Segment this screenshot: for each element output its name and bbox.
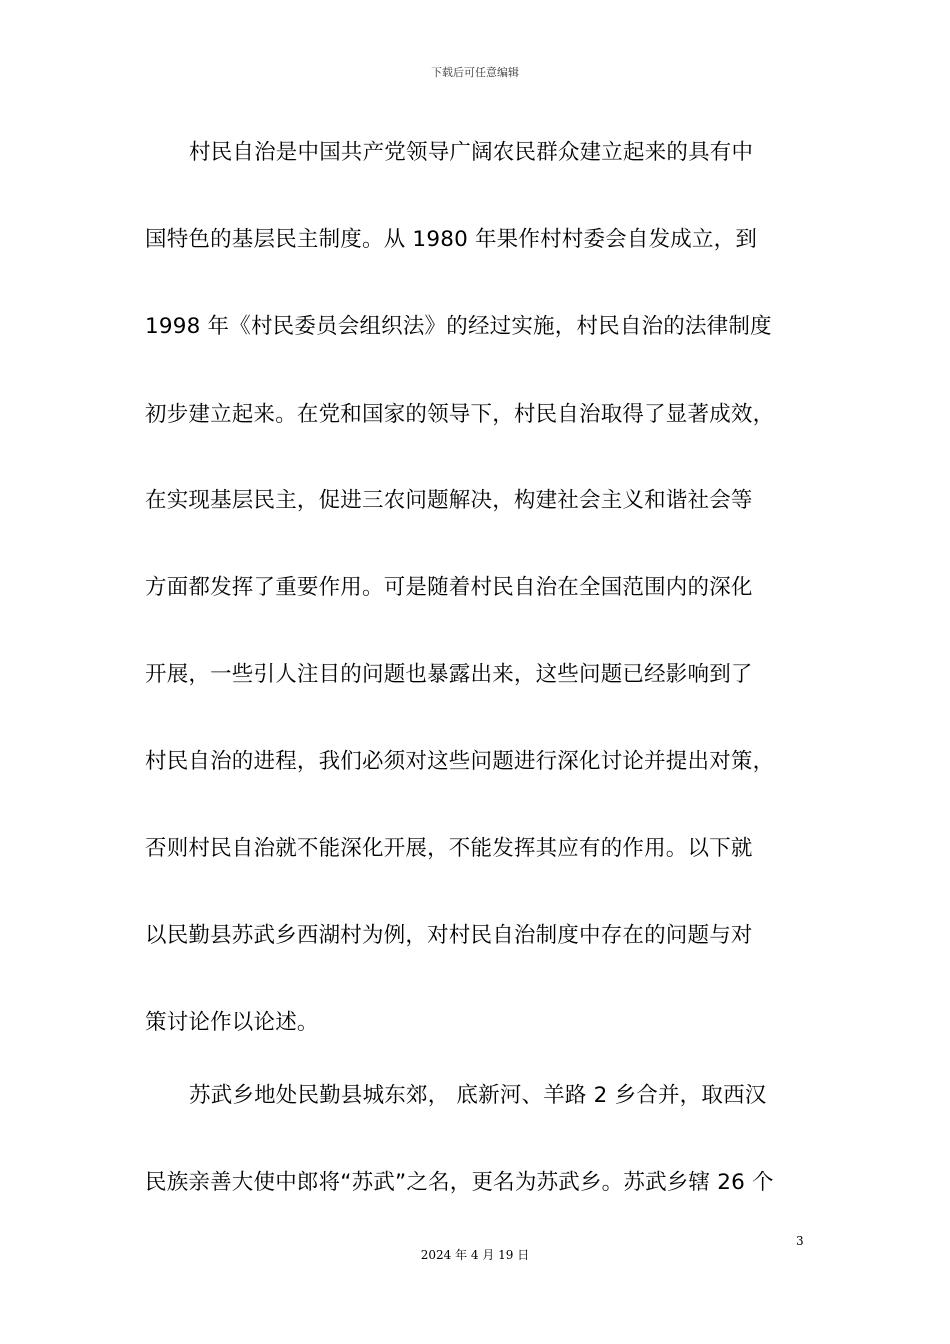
paragraph-1-line-5: 在实现基层民主，促进三农问题解决，构建社会主义和谐社会等: [145, 488, 753, 513]
paragraph-1-line-3: 1998 年《村民委员会组织法》的经过实施，村民自治的法律制度: [145, 314, 772, 339]
paragraph-1-line-11: 策讨论作以论述。: [145, 1010, 319, 1035]
paragraph-1-line-8: 村民自治的进程，我们必须对这些问题进行深化讨论并提出对策，: [145, 749, 775, 774]
paragraph-1-line-4: 初步建立起来。在党和国家的领导下，村民自治取得了显著成效，: [145, 402, 775, 427]
paragraph-1-line-6: 方面都发挥了重要作用。可是随着村民自治在全国范围内的深化: [145, 575, 753, 600]
paragraph-1-line-7: 开展，一些引人注目的问题也暴露出来，这些问题已经影响到了: [145, 662, 753, 687]
page-number: 3: [796, 1234, 804, 1248]
paragraph-2-line-2: 民族亲善大使中郎将“苏武”之名，更名为苏武乡。苏武乡辖 26 个: [145, 1170, 774, 1195]
footer-date: 2024 年 4 月 19 日: [420, 1248, 530, 1262]
paragraph-1-line-10: 以民勤县苏武乡西湖村为例，对村民自治制度中存在的问题与对: [145, 923, 753, 948]
paragraph-1-line-1: 村民自治是中国共产党领导广阔农民群众建立起来的具有中: [189, 140, 754, 165]
paragraph-2-line-1: 苏武乡地处民勤县城东郊， 底新河、羊路 2 乡合并，取西汉: [189, 1083, 767, 1108]
paragraph-1-line-9: 否则村民自治就不能深化开展，不能发挥其应有的作用。以下就: [145, 836, 753, 861]
page-header: 下载后可任意编辑: [431, 66, 519, 79]
paragraph-1-line-2: 国特色的基层民主制度。从 1980 年果作村村委会自发成立，到: [145, 227, 758, 252]
